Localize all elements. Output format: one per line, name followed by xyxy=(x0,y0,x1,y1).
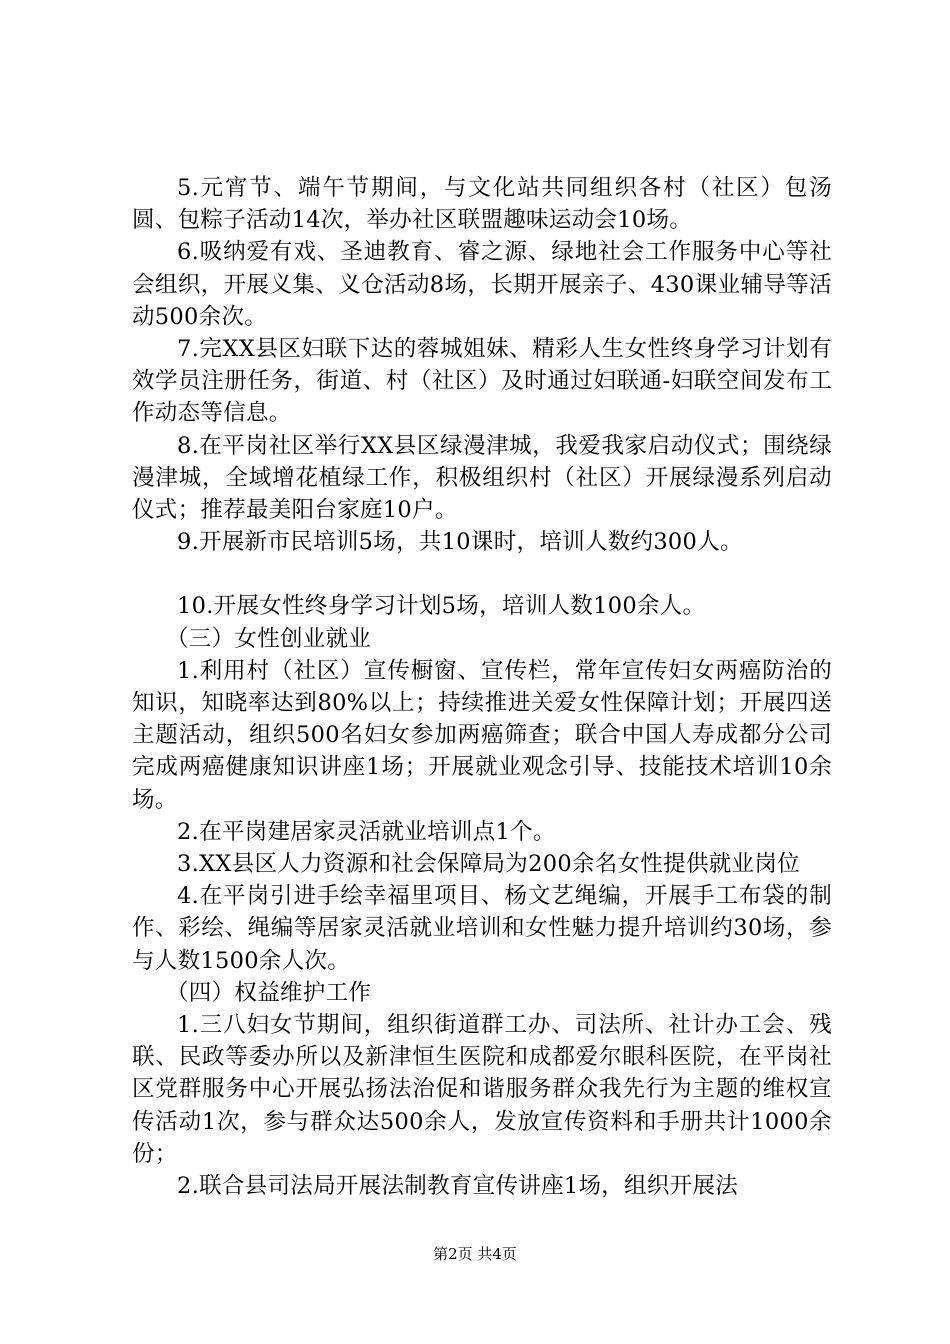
paragraph-employment-4: 4.在平岗引进手绘幸福里项目、杨文艺绳编，开展手工布袋的制作、彩绘、绳编等居家灵活就业培训和女性魅力提升培训约30场，参与人数1500余人次。 xyxy=(132,883,832,974)
paragraph-rights-1: 1.三八妇女节期间，组织街道群工办、司法所、社计办工会、残联、民政等委办所以及新津恒生医院和成都爱尔眼科医院，在平岗社区党群服务中心开展弘扬法治促和谐服务群众我先行为主题的维权宣传活动1次，参与群众达500余人，发放宣传资料和手册共计1000余份； xyxy=(132,1012,832,1167)
paragraph-employment-2: 2.在平岗建居家灵活就业培训点1个。 xyxy=(177,818,556,845)
paragraph-item-10: 10.开展女性终身学习计划5场，培训人数100余人。 xyxy=(177,593,706,620)
paragraph-item-9: 9.开展新市民培训5场，共10课时，培训人数约300人。 xyxy=(177,529,743,556)
paragraph-item-6: 6.吸纳爱有戏、圣迪教育、睿之源、绿地社会工作服务中心等社会组织，开展义集、义仓活动8场，长期开展亲子、430课业辅导等活动500余次。 xyxy=(132,239,832,330)
paragraph-employment-1: 1.利用村（社区）宣传橱窗、宣传栏，常年宣传妇女两癌防治的知识，知晓率达到80%以上；持续推进关爱女性保障计划；开展四送主题活动，组织500名妇女参加两癌筛查；联合中国人寿成都分公司完成两癌健康知识讲座1场；开展就业观念引导、技能技术培训10余场。 xyxy=(132,657,832,813)
paragraph-employment-3: 3.XX县区人力资源和社会保障局为200余名女性提供就业岗位 xyxy=(177,851,800,878)
paragraph-item-5: 5.元宵节、端午节期间，与文化站共同组织各村（社区）包汤圆、包粽子活动14次，举办社区联盟趣味运动会10场。 xyxy=(132,175,832,234)
page-footer: 第2页 共4页 xyxy=(433,1245,517,1263)
section-heading-4: （四）权益维护工作 xyxy=(166,979,372,1006)
paragraph-item-8: 8.在平岗社区举行XX县区绿漫津城，我爱我家启动仪式；围绕绿漫津城，全域增花植绿工作，积极组织村（社区）开展绿漫系列启动仪式；推荐最美阳台家庭10户。 xyxy=(132,432,832,524)
document-body xyxy=(132,172,832,1202)
section-heading-3: （三）女性创业就业 xyxy=(166,625,372,652)
paragraph-item-7: 7.完XX县区妇联下达的蓉城姐妹、精彩人生女性终身学习计划有效学员注册任务，街道、村（社区）及时通过妇联通-妇联空间发布工作动态等信息。 xyxy=(132,336,832,427)
paragraph-rights-2: 2.联合县司法局开展法制教育宣传讲座1场，组织开展法 xyxy=(177,1173,739,1200)
